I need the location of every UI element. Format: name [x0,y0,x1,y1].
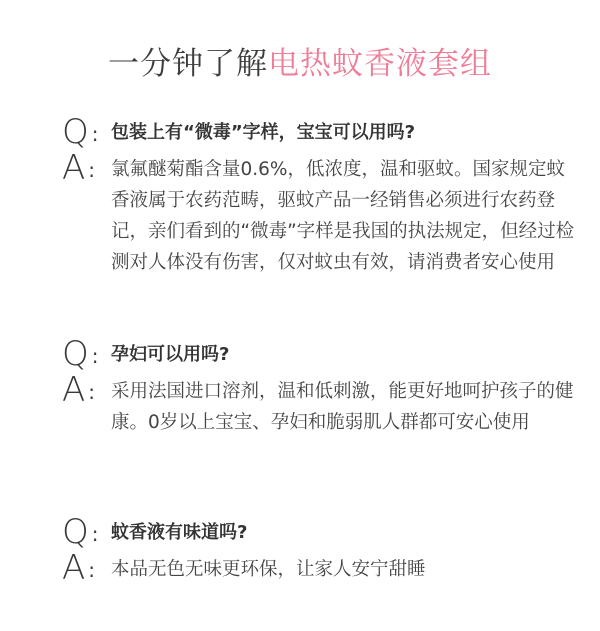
answer-row [62,148,582,278]
a-marker: A : [62,148,96,188]
title-plain: 一分钟了解 [108,46,268,82]
q-marker: Q : [62,112,99,152]
faq-item [62,112,582,278]
a-marker: A : [62,370,96,410]
answer-row [62,370,582,438]
question-text: 孕妇可以用吗? [111,344,230,365]
question-row [62,512,582,552]
question-row [62,334,582,374]
answer-row [62,548,582,588]
q-marker: Q : [62,512,99,552]
answer-text: 本品无色无味更环保，让家人安宁甜睡 [111,559,426,580]
question-text: 包装上有“微毒”字样，宝宝可以用吗? [111,122,416,143]
q-marker: Q : [62,334,99,374]
answer-text: 采用法国进口溶剂，温和低刺激，能更好地呵护孩子的健康。0岁以上宝宝、孕妇和脆弱肌人群都可安心使用 [111,381,574,433]
faq-item [62,334,582,438]
a-marker: A : [62,548,96,588]
title-accent: 电热蚊香液套组 [268,46,492,82]
answer-text: 氯氟醚菊酯含量0.6%，低浓度，温和驱蚊。国家规定蚊香液属于农药范畴，驱蚊产品一经销售必须进行农药登记，亲们看到的“微毒”字样是我国的执法规定，但经过检测对人体没有伤害，仅对蚊虫有效，请消费者安心使用 [111,159,575,273]
page-title [0,44,600,84]
question-row [62,112,582,152]
question-text: 蚊香液有味道吗? [111,522,248,543]
faq-item [62,512,582,588]
